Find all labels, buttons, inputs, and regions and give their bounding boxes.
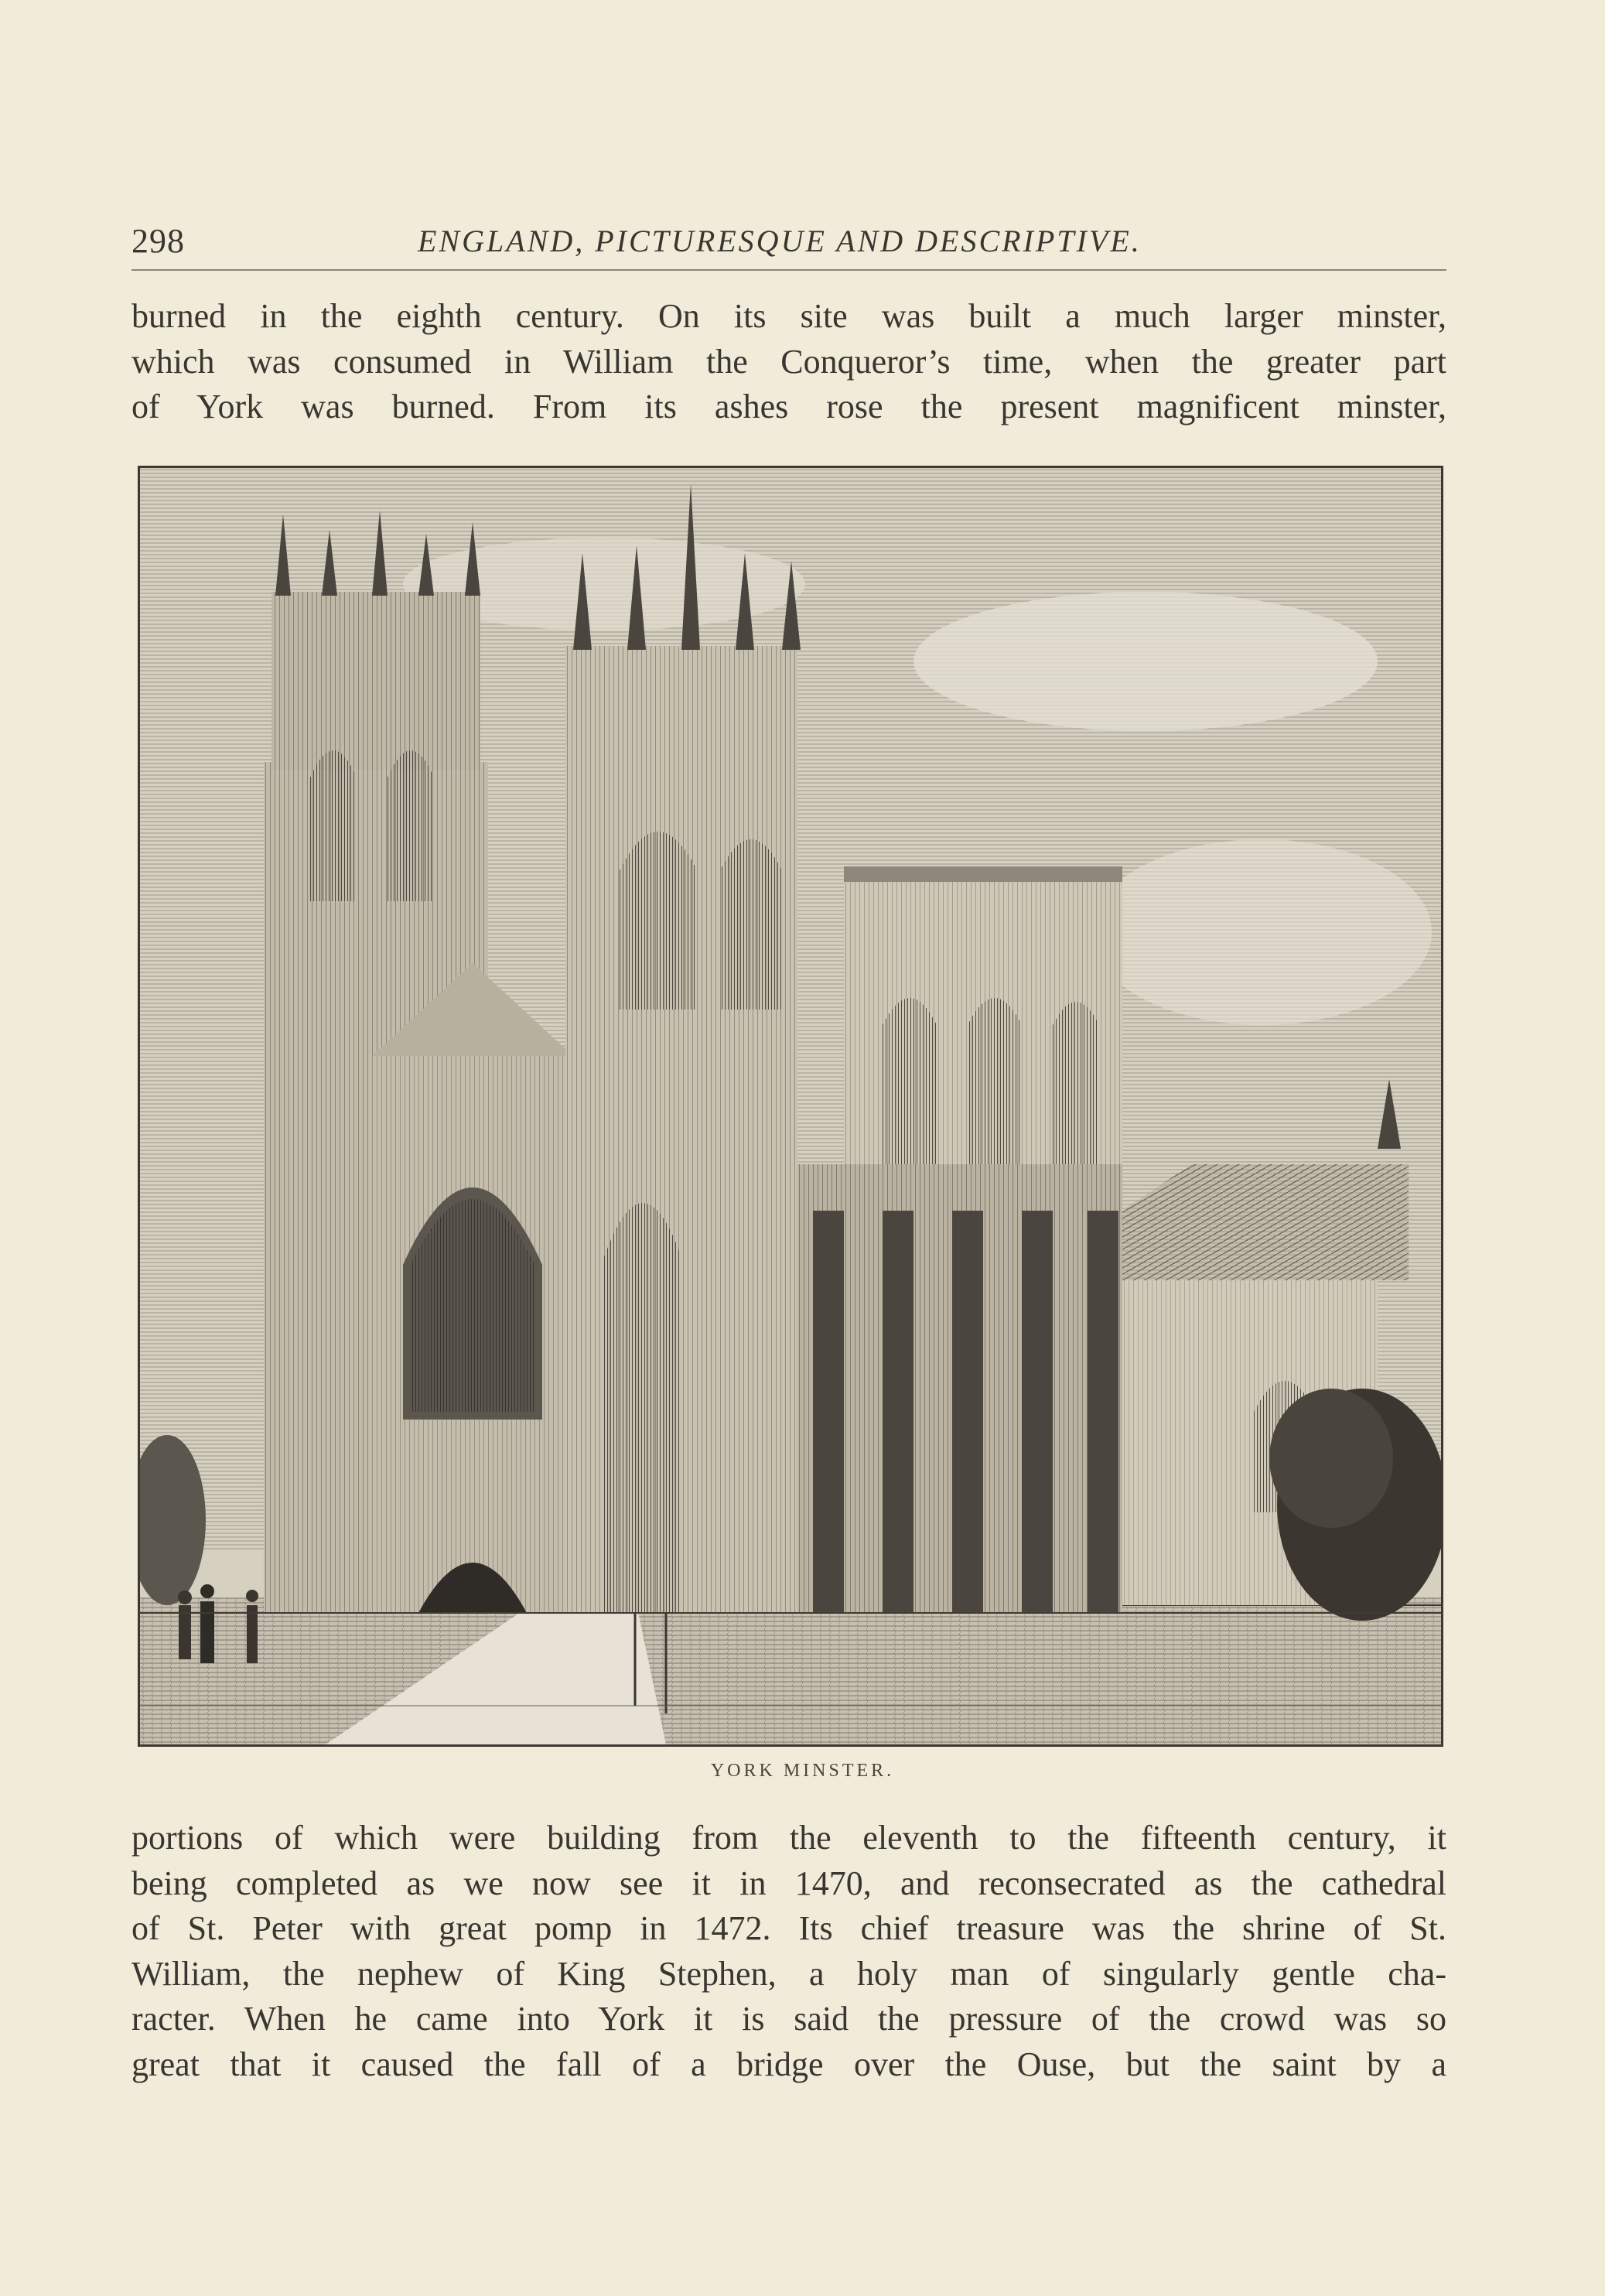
text-line: portions of which were building from the eleventh to the fifteenth century, it — [131, 1819, 1446, 1857]
text-line: great that it caused the fall of a bridge over the Ouse, but the saint by a — [131, 2045, 1446, 2083]
page-header — [131, 221, 1446, 268]
text-line: burned in the eighth century. On its site was built a much larger minster, — [131, 297, 1446, 335]
illustration-caption: YORK MINSTER. — [710, 1761, 895, 1781]
running-title: ENGLAND, PICTURESQUE AND DESCRIPTIVE. — [418, 224, 1142, 258]
text-line: being completed as we now see it in 1470, and reconsecrated as the cathedral — [131, 1864, 1446, 1902]
york-minster-illustration — [138, 466, 1443, 1747]
text-line: of York was burned. From its ashes rose the present magnificent minster, — [131, 388, 1446, 425]
page-number: 298 — [131, 222, 185, 260]
header-rule — [131, 269, 1446, 271]
text-line: of St. Peter with great pomp in 1472. Its chief treasure was the shrine of St. — [131, 1909, 1446, 1947]
text-line: racter. When he came into York it is said the pressure of the crowd was so — [131, 2000, 1446, 2038]
paragraph-bottom — [131, 1816, 1446, 2087]
text-line: which was consumed in William the Conqueror’s time, when the greater part — [131, 342, 1446, 381]
paragraph-top — [131, 294, 1446, 430]
text-line: William, the nephew of King Stephen, a holy man of singularly gentle cha- — [131, 1954, 1446, 1993]
